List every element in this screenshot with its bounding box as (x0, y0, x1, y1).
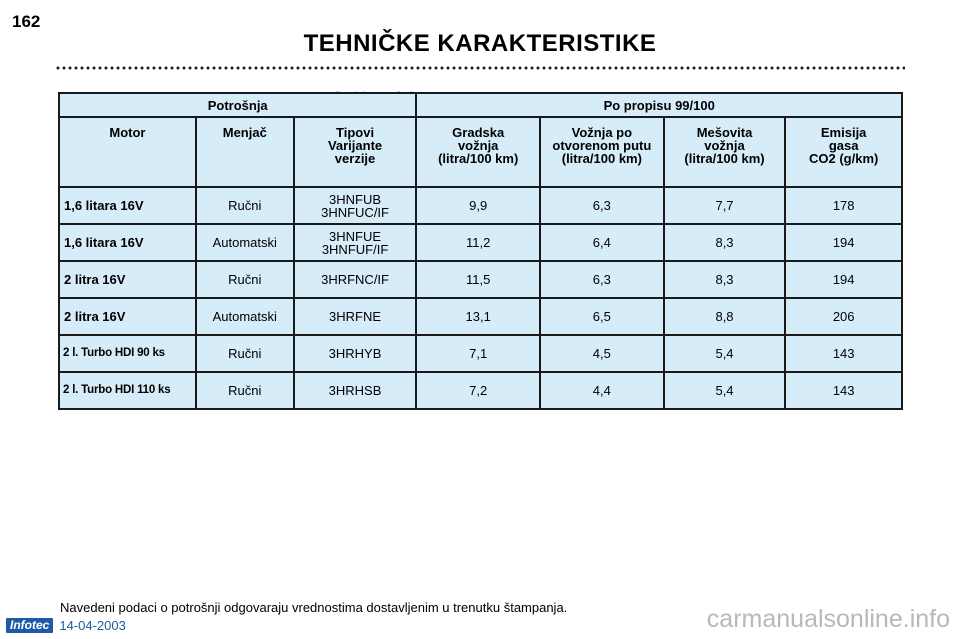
cell-types: 3HRHYB (294, 335, 417, 372)
column-header-types: Tipovi Varijante verzije (294, 117, 417, 187)
group-header-regulation: Po propisu 99/100 (416, 93, 902, 117)
cell-urban: 13,1 (416, 298, 540, 335)
footer-date: 14-04-2003 (59, 618, 126, 633)
cell-co2: 194 (785, 261, 902, 298)
cell-extra-urban: 6,5 (540, 298, 664, 335)
cell-gearbox: Ručni (196, 187, 294, 224)
column-header-urban: Gradska vožnja (litra/100 km) (416, 117, 540, 187)
table-row (59, 298, 902, 335)
table-row (59, 261, 902, 298)
cell-urban: 11,2 (416, 224, 540, 261)
cell-gearbox: Ručni (196, 372, 294, 409)
cell-types: 3HRFNC/IF (294, 261, 417, 298)
infotec-logo: Infotec (6, 618, 53, 633)
column-header-combined: Mešovita vožnja (litra/100 km) (664, 117, 786, 187)
fuel-consumption-table (58, 92, 903, 410)
cell-co2: 194 (785, 224, 902, 261)
cell-gearbox: Automatski (196, 298, 294, 335)
cell-combined: 8,8 (664, 298, 786, 335)
cell-types: 3HNFUB 3HNFUC/IF (294, 187, 417, 224)
cell-urban: 11,5 (416, 261, 540, 298)
cell-extra-urban: 6,4 (540, 224, 664, 261)
cell-gearbox: Automatski (196, 224, 294, 261)
cell-co2: 143 (785, 335, 902, 372)
cell-urban: 7,1 (416, 335, 540, 372)
cell-co2: 178 (785, 187, 902, 224)
column-header-extra-urban: Vožnja po otvorenom putu (litra/100 km) (540, 117, 664, 187)
group-header-consumption: Potrošnja (59, 93, 416, 117)
dotted-divider (55, 66, 905, 70)
cell-motor: 1,6 litara 16V (59, 187, 196, 224)
column-header-co2: Emisija gasa CO2 (g/km) (785, 117, 902, 187)
cell-gearbox: Ručni (196, 261, 294, 298)
footnote: Navedeni podaci o potrošnji odgovaraju vrednostima dostavljenim u trenutku štampanja. (60, 600, 568, 615)
cell-combined: 5,4 (664, 335, 786, 372)
cell-urban: 7,2 (416, 372, 540, 409)
table-row (59, 372, 902, 409)
watermark-bottom: carmanualsonline.info (706, 605, 950, 633)
cell-types: 3HRHSB (294, 372, 417, 409)
footer (6, 618, 126, 633)
table-row (59, 335, 902, 372)
page-number: 162 (12, 12, 41, 31)
page-title: TEHNIČKE KARAKTERISTIKE (303, 30, 657, 57)
table-column-header-row (59, 117, 902, 187)
table-row (59, 187, 902, 224)
cell-co2: 143 (785, 372, 902, 409)
cell-extra-urban: 6,3 (540, 187, 664, 224)
cell-combined: 5,4 (664, 372, 786, 409)
cell-motor: 2 litra 16V (59, 261, 196, 298)
table-group-header-row (59, 93, 902, 117)
cell-combined: 7,7 (664, 187, 786, 224)
cell-types: 3HRFNE (294, 298, 417, 335)
cell-extra-urban: 4,4 (540, 372, 664, 409)
cell-motor: 2 litra 16V (59, 298, 196, 335)
cell-co2: 206 (785, 298, 902, 335)
cell-gearbox: Ručni (196, 335, 294, 372)
cell-urban: 9,9 (416, 187, 540, 224)
cell-extra-urban: 6,3 (540, 261, 664, 298)
cell-motor: 2 l. Turbo HDI 110 ks (59, 372, 196, 409)
table-row (59, 224, 902, 261)
column-header-motor: Motor (59, 117, 196, 187)
cell-types: 3HNFUE 3HNFUF/IF (294, 224, 417, 261)
cell-combined: 8,3 (664, 261, 786, 298)
column-header-gearbox: Menjač (196, 117, 294, 187)
cell-extra-urban: 4,5 (540, 335, 664, 372)
cell-motor: 1,6 litara 16V (59, 224, 196, 261)
cell-motor: 2 l. Turbo HDI 90 ks (59, 335, 196, 372)
cell-combined: 8,3 (664, 224, 786, 261)
